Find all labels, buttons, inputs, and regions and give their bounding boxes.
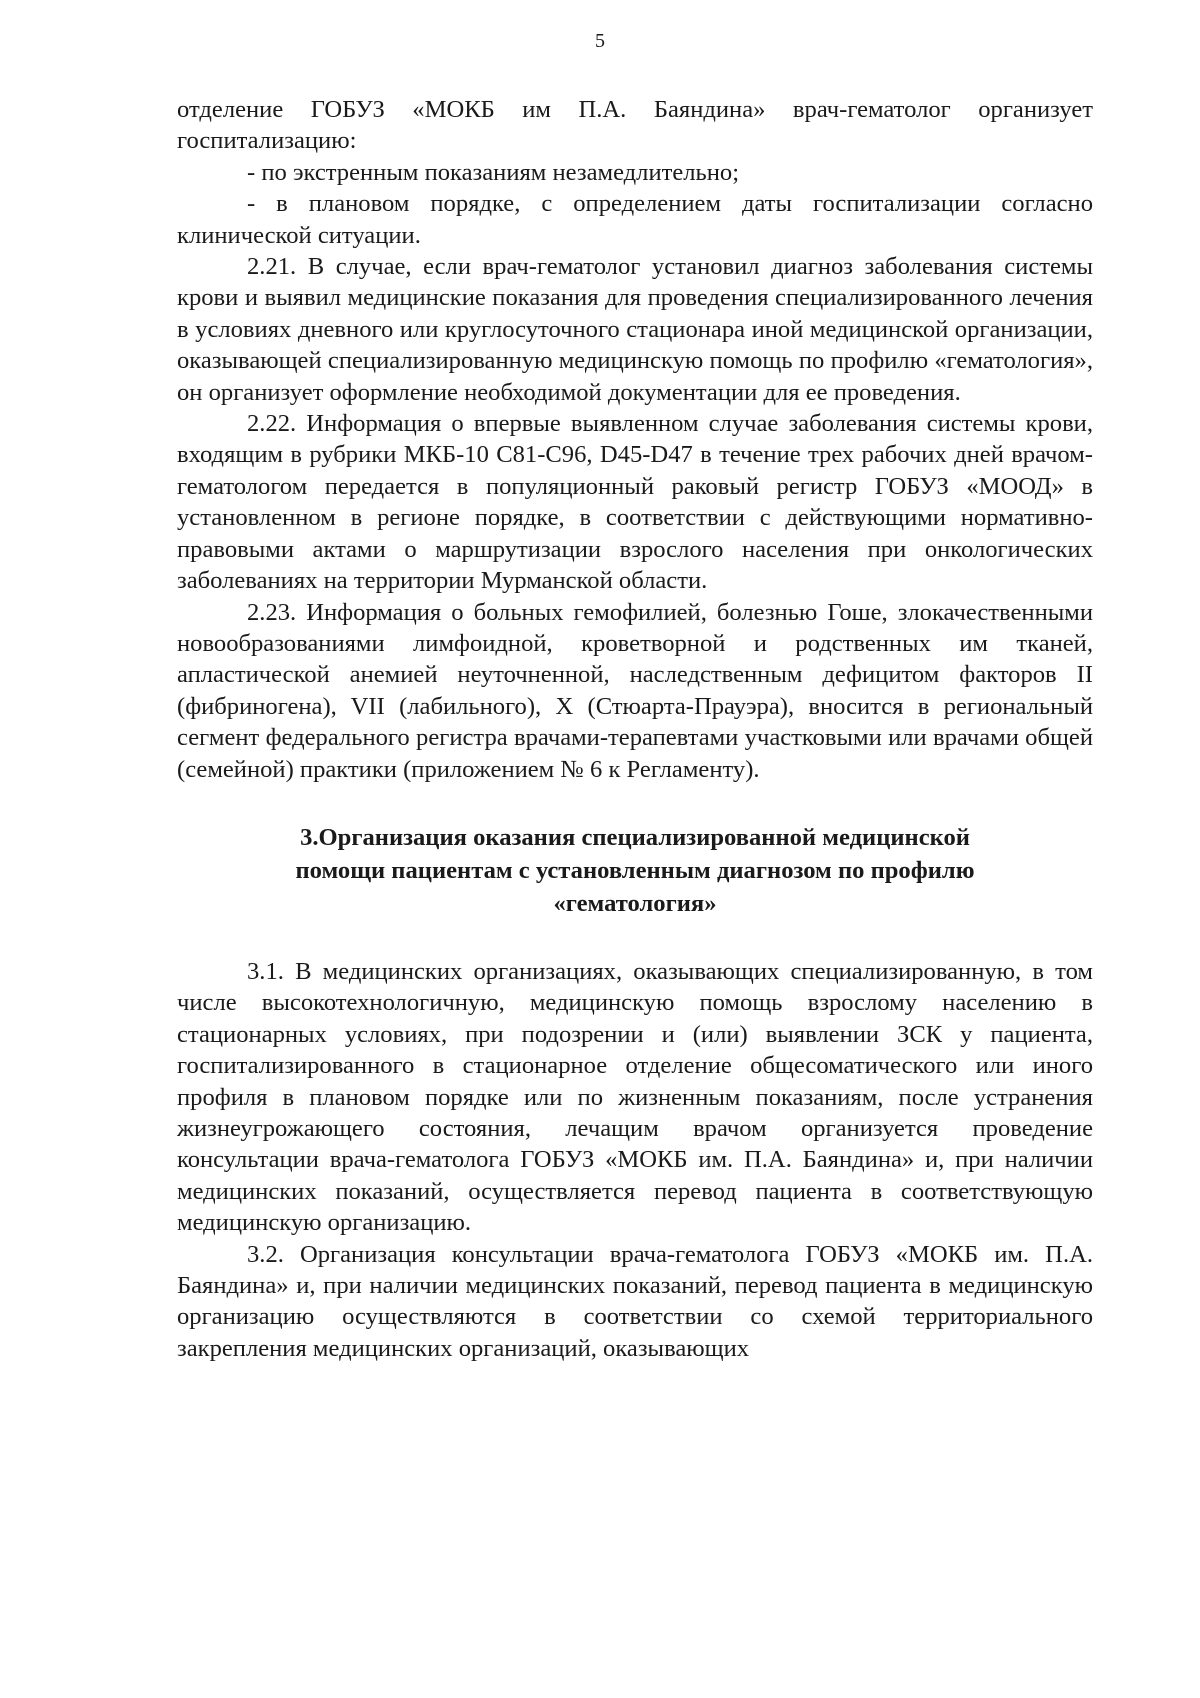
list-item-emergency: - по экстренным показаниям незамедлительно;	[247, 158, 740, 186]
page-number: 5	[595, 30, 605, 52]
paragraph-2-21: 2.21. В случае, если врач-гематолог установил диагноз заболевания системы крови и выявил медицинские показания для проведения специализированного лечения в условиях дневного или круглосуточного стационара иной медицинской организации, оказывающей специализированную медицинскую помощь по профилю «гематология», он организует оформление необходимой документации для ее проведения.	[177, 253, 1093, 406]
section-3-heading-line-1: 3.Организация оказания специализированной медицинской	[300, 823, 970, 851]
document-body	[177, 94, 1093, 1364]
section-3-heading-line-3: «гематология»	[553, 889, 717, 917]
paragraph-3-1: 3.1. В медицинских организациях, оказывающих специализированную, в том числе высокотехнологичную, медицинскую помощь взрослому населению в стационарных условиях, при подозрении и (или) выявлении ЗСК у пациента, госпитализированного в стационарное отделение общесоматического или иного профиля в плановом порядке или по жизненным показаниям, после устранения жизнеугрожающего состояния, лечащим врачом организуется проведение консультации врача-гематолога ГОБУЗ «МОКБ им. П.А. Баяндина» и, при наличии медицинских показаний, осуществляется перевод пациента в соответствующую медицинскую организацию.	[177, 957, 1093, 1237]
paragraph-2-23: 2.23. Информация о больных гемофилией, болезнью Гоше, злокачественными новообразованиями лимфоидной, кроветворной и родственных им тканей, апластической анемией неуточненной, наследственным дефицитом факторов II (фибриногена), VII (лабильного), X (Стюарта-Прауэра), вносится в региональный сегмент федерального регистра врачами-терапевтами участковыми или врачами общей (семейной) практики (приложением № 6 к Регламенту).	[177, 598, 1093, 783]
paragraph-2-22: 2.22. Информация о впервые выявленном случае заболевания системы крови, входящим в рубрики МКБ-10 С81-С96, D45-D47 в течение трех рабочих дней врачом-гематологом передается в популяционный раковый регистр ГОБУЗ «МООД» в установленном в регионе порядке, в соответствии с действующими нормативно-правовыми актами о маршрутизации взрослого населения при онкологических заболеваниях на территории Мурманской области.	[177, 410, 1093, 595]
paragraph-3-2: 3.2. Организация консультации врача-гематолога ГОБУЗ «МОКБ им. П.А. Баяндина» и, при наличии медицинских показаний, перевод пациента в медицинскую организацию осуществляются в соответствии со схемой территориального закрепления медицинских организаций, оказывающих	[177, 1240, 1093, 1362]
section-3-heading-line-2: помощи пациентам с установленным диагнозом по профилю	[295, 856, 975, 884]
paragraph-hospitalization-intro: отделение ГОБУЗ «МОКБ им П.А. Баяндина» врач-гематолог организует госпитализацию:	[177, 96, 1093, 155]
list-item-planned: - в плановом порядке, с определением даты госпитализации согласно клинической ситуации.	[177, 190, 1093, 249]
section-3-heading	[177, 821, 1093, 920]
